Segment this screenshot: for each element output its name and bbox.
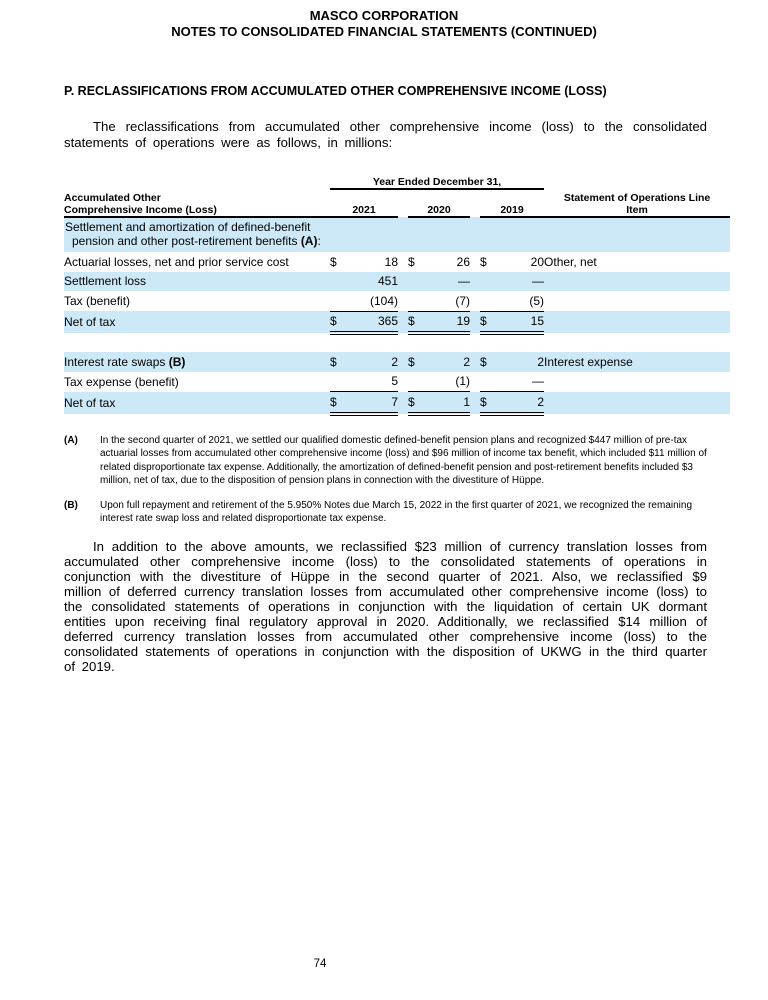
- year-header-2021: 2021: [330, 189, 398, 217]
- currency-symbol: $: [408, 354, 415, 369]
- value-2019: 2: [537, 354, 545, 369]
- row-label: Interest rate swaps (B): [64, 354, 186, 369]
- currency-symbol: $: [480, 354, 487, 369]
- value-2021: 2: [391, 354, 398, 369]
- value-2019: 20: [530, 254, 545, 269]
- currency-symbol: $: [330, 311, 344, 333]
- table-row-settlement-loss: [64, 272, 730, 292]
- row-label: Tax expense (benefit): [64, 374, 179, 389]
- statement-column-header: Statement of Operations Line Item: [544, 189, 730, 217]
- section-heading: P. RECLASSIFICATIONS FROM ACCUMULATED OTHER COMPREHENSIVE INCOME (LOSS): [64, 84, 607, 98]
- value-2021: 5: [344, 372, 398, 392]
- year-ended-header: Year Ended December 31,: [330, 171, 544, 189]
- company-name: MASCO CORPORATION: [309, 8, 459, 23]
- value-2021: 18: [384, 254, 398, 269]
- value-2021: 365: [344, 311, 398, 333]
- row-label: Settlement loss: [64, 274, 147, 289]
- value-2021: 7: [344, 392, 398, 414]
- table-row-net-of-tax-swaps: [64, 392, 730, 414]
- value-2020: (7): [422, 291, 470, 311]
- table-row-section-pension: [64, 217, 730, 252]
- currency-symbol: $: [330, 254, 337, 269]
- value-2021: (104): [344, 291, 398, 311]
- statement-line-item: Other, net: [544, 254, 597, 269]
- footnotes: [64, 434, 712, 526]
- currency-symbol: $: [330, 392, 344, 414]
- table-row-tax-expense-benefit: [64, 372, 730, 392]
- closing-paragraph: In addition to the above amounts, we reclassified $23 million of currency translation losses from accumulated other comprehensive income (loss) to the consolidated statements of operations in conjunction with the divestiture of Hüppe in the second quarter of 2021. Also, we reclassified $9 million of deferred currency translation losses from accumulated other comprehensive income (loss) to the consolidated statements of operations in conjunction with the liquidation of certain UK dormant entities upon receiving final regulatory approval in 2020. Additionally, we reclassified $14 million of deferred currency translation losses from accumulated other comprehensive income (loss) to the consolidated statements of operations in conjunction with the disposition of UKWG in the third quarter of 2019.: [64, 538, 707, 674]
- value-2020: 26: [456, 254, 470, 269]
- table-row-net-of-tax-pension: [64, 311, 730, 333]
- footnote-b-text: Upon full repayment and retirement of the 5.950% Notes due March 15, 2022 in the first quarter of 2021, we recognized the remaining interest rate swap loss and related disproportionate tax expense.: [100, 499, 693, 524]
- label-column-header: Accumulated Other Comprehensive Income (Loss): [64, 189, 330, 217]
- table-row-tax-benefit: [64, 291, 730, 311]
- statement-line-item: Interest expense: [544, 354, 633, 369]
- intro-paragraph: The reclassifications from accumulated other comprehensive income (loss) to the consolidated statements of operations were as follows, in millions:: [64, 119, 707, 150]
- value-2019: 15: [494, 311, 544, 333]
- row-label: Net of tax: [64, 315, 116, 329]
- footnote-b: [64, 499, 712, 526]
- value-2019: 2: [494, 392, 544, 414]
- currency-symbol: $: [330, 354, 337, 369]
- value-2019: —: [532, 274, 545, 289]
- year-header-2019: 2019: [480, 189, 544, 217]
- value-2019: —: [494, 372, 544, 392]
- section-label: Settlement and amortization of defined-benefit pension and other post-retirement benefits (A):: [65, 220, 321, 248]
- footnote-a-text: In the second quarter of 2021, we settled our qualified domestic defined-benefit pension plans and recognized $447 million of pre-tax actuarial losses from accumulated other comprehensive income (loss) and $96 million of income tax benefit, which included $11 million of related disproportionate tax expense. Additionally, the amortization of defined-benefit pension and post-retirement benefits included $3 million, net of tax, due to the disposition of pension plans in connection with the divestiture of Hüppe.: [100, 434, 707, 486]
- value-2020: (1): [422, 372, 470, 392]
- currency-symbol: $: [408, 311, 422, 333]
- table-row-actuarial-losses: [64, 252, 730, 272]
- footnote-b-label: (B): [64, 499, 78, 511]
- value-2020: 19: [422, 311, 470, 333]
- value-2019: (5): [494, 291, 544, 311]
- table-span-header-row: [64, 171, 730, 189]
- document-header: [64, 8, 704, 40]
- currency-symbol: $: [480, 392, 494, 414]
- table-row-interest-rate-swaps: [64, 352, 730, 372]
- document-title: NOTES TO CONSOLIDATED FINANCIAL STATEMENTS (CONTINUED): [171, 24, 597, 39]
- currency-symbol: $: [480, 311, 494, 333]
- currency-symbol: $: [408, 392, 422, 414]
- value-2020: —: [458, 274, 470, 289]
- year-header-2020: 2020: [408, 189, 470, 217]
- currency-symbol: $: [408, 254, 415, 269]
- footnote-a: [64, 434, 712, 488]
- table-column-header-row: [64, 189, 730, 217]
- currency-symbol: $: [480, 254, 487, 269]
- row-label: Tax (benefit): [64, 294, 131, 308]
- reclassifications-table: [64, 171, 730, 416]
- row-label: Actuarial losses, net and prior service cost: [64, 254, 289, 269]
- value-2021: 451: [377, 274, 398, 289]
- value-2020: 2: [463, 354, 470, 369]
- row-label: Net of tax: [64, 395, 116, 410]
- page-number: 74: [313, 958, 327, 970]
- value-2020: 1: [422, 392, 470, 414]
- table-spacer-row: [64, 333, 730, 352]
- footnote-a-label: (A): [64, 434, 78, 446]
